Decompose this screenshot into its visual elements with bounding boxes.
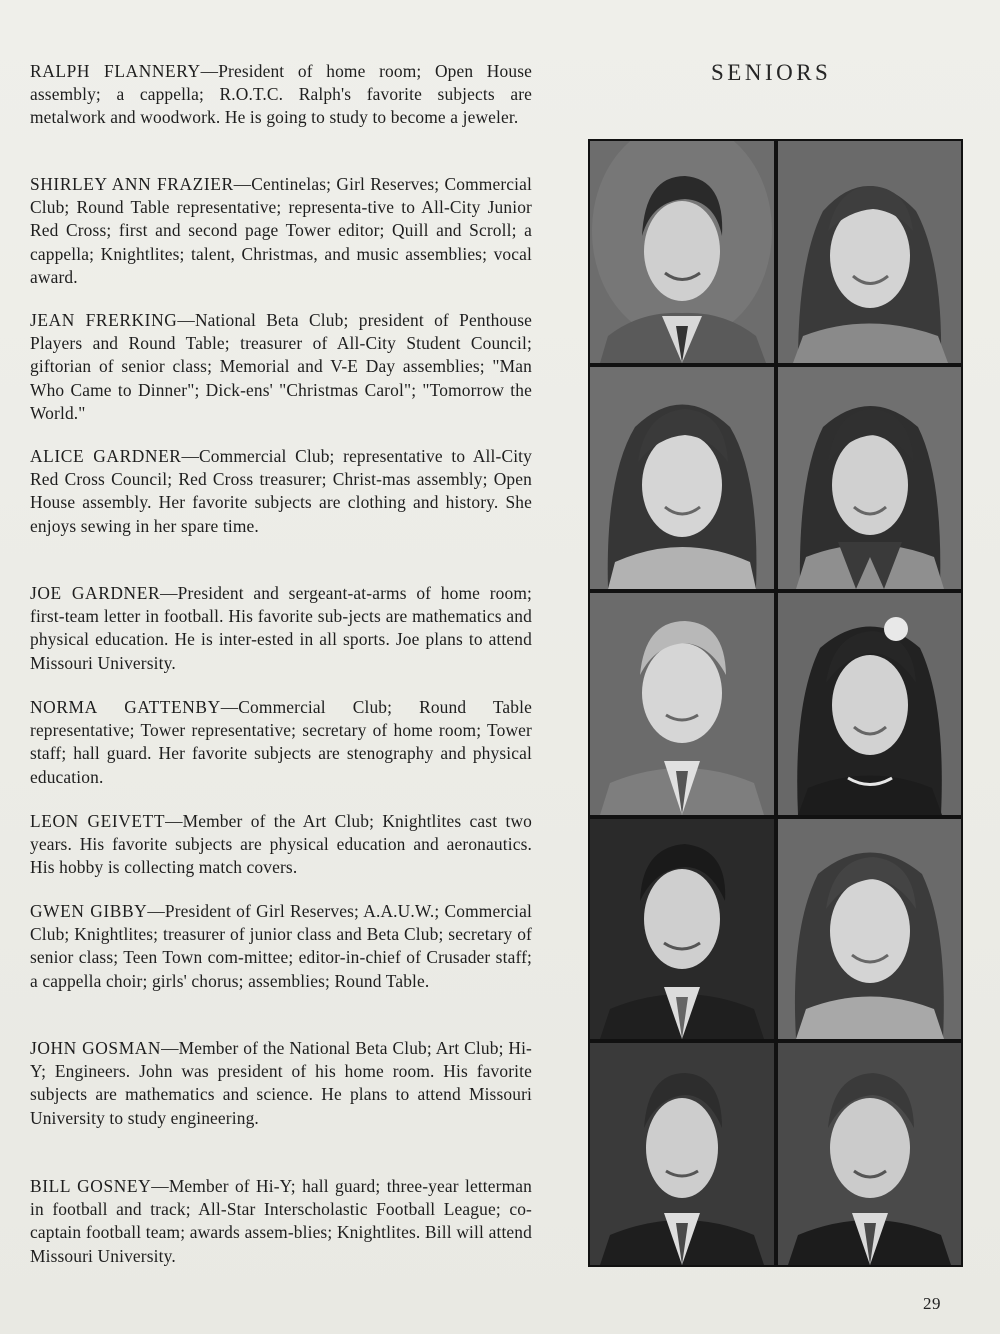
bio-text: —Member of Hi-Y; hall guard; three-year letterman in football and track; All-Star Interscholastic Football League; co-captain football team; awards assem-blies; Knightlites. Bill will attend Missouri University. bbox=[30, 1176, 532, 1266]
bio-name: GWEN GIBBY bbox=[30, 901, 148, 921]
portrait-norma-gattenby bbox=[778, 593, 961, 815]
portrait-joe-gardner bbox=[590, 593, 774, 815]
portrait-shirley-ann-frazier bbox=[778, 141, 961, 363]
bio-bill-gosney bbox=[30, 1175, 532, 1268]
bio-text: —President of home room; Open House assembly; a cappella; R.O.T.C. Ralph's favorite subjects are metalwork and woodwork. He is going to study to become a jeweler. bbox=[30, 61, 532, 128]
bio-name: ALICE GARDNER bbox=[30, 446, 182, 466]
bio-text: —Centinelas; Girl Reserves; Commercial Club; Round Table representative; representa-tive to All-City Junior Red Cross; first and second page Tower editor; Quill and Scroll; a cappella; Knightlites; talent, Christmas, and music assemblies; vocal award. bbox=[30, 174, 532, 287]
bio-norma-gattenby bbox=[30, 696, 532, 789]
portrait-leon-geivett bbox=[590, 819, 774, 1039]
page-number: 29 bbox=[923, 1294, 941, 1313]
bio-alice-gardner bbox=[30, 445, 532, 538]
bio-name: BILL GOSNEY bbox=[30, 1176, 152, 1196]
bio-jean-frerking bbox=[30, 309, 532, 425]
portrait-john-gosman bbox=[590, 1043, 774, 1265]
bio-text: —President of Girl Reserves; A.A.U.W.; Commercial Club; Knightlites; treasurer of junior class and Beta Club; secretary of senior class; Teen Town com-mittee; editor-in-chief of Crusader staff; a cappella choir; girls' chorus; assemblies; Round Table. bbox=[30, 901, 532, 991]
bio-name: JOE GARDNER bbox=[30, 583, 161, 603]
bio-gwen-gibby bbox=[30, 900, 532, 993]
bio-text: —Member of the Art Club; Knightlites cast two years. His favorite subjects are physical education and aeronautics. His hobby is collecting match covers. bbox=[30, 811, 533, 878]
bio-text: —Member of the National Beta Club; Art Club; Hi-Y; Engineers. John was president of his home room. His favorite subjects are mathematics and science. He plans to attend Missouri University to study engineering. bbox=[30, 1038, 533, 1128]
bio-ralph-flannery bbox=[30, 60, 532, 130]
bio-name: JOHN GOSMAN bbox=[30, 1038, 162, 1058]
portrait-bill-gosney bbox=[778, 1043, 961, 1265]
portrait-alice-gardner bbox=[778, 367, 961, 589]
bio-john-gosman bbox=[30, 1037, 532, 1130]
bio-name: RALPH FLANNERY bbox=[30, 61, 201, 81]
portrait-grid bbox=[588, 139, 963, 1267]
bio-joe-gardner bbox=[30, 582, 532, 675]
section-title: SENIORS bbox=[711, 60, 832, 85]
bio-name: NORMA GATTENBY bbox=[30, 697, 221, 717]
portrait-gwen-gibby bbox=[778, 819, 961, 1039]
bio-leon-geivett bbox=[30, 810, 532, 880]
bio-text: —President and sergeant-at-arms of home room; first-team letter in football. His favorite sub-jects are mathematics and physical education. He is inter-ested in all sports. Joe plans to attend Missouri University. bbox=[30, 583, 532, 673]
bio-name: LEON GEIVETT bbox=[30, 811, 166, 831]
portrait-ralph-flannery bbox=[590, 141, 774, 363]
bio-name: SHIRLEY ANN FRAZIER bbox=[30, 174, 234, 194]
bio-text: —Commercial Club; representative to All-City Red Cross Council; Red Cross treasurer; Christ-mas assembly; Open House assembly. Her favorite subjects are clothing and history. She enjoys sewing in her spare time. bbox=[30, 446, 532, 536]
bio-text: —National Beta Club; president of Penthouse Players and Round Table; treasurer of All-City Student Council; giftorian of senior class; Memorial and V-E Day assemblies; "Man Who Came to Dinner"; Dick-ens' "Christmas Carol"; "Tomorrow the World." bbox=[30, 310, 532, 423]
bio-name: JEAN FRERKING bbox=[30, 310, 178, 330]
portrait-jean-frerking bbox=[590, 367, 774, 589]
bio-text: —Commercial Club; Round Table representative; Tower representative; secretary of home room; Tower staff; hall guard. Her favorite subjects are stenography and physical education. bbox=[30, 697, 532, 787]
bio-shirley-ann-frazier bbox=[30, 173, 532, 289]
